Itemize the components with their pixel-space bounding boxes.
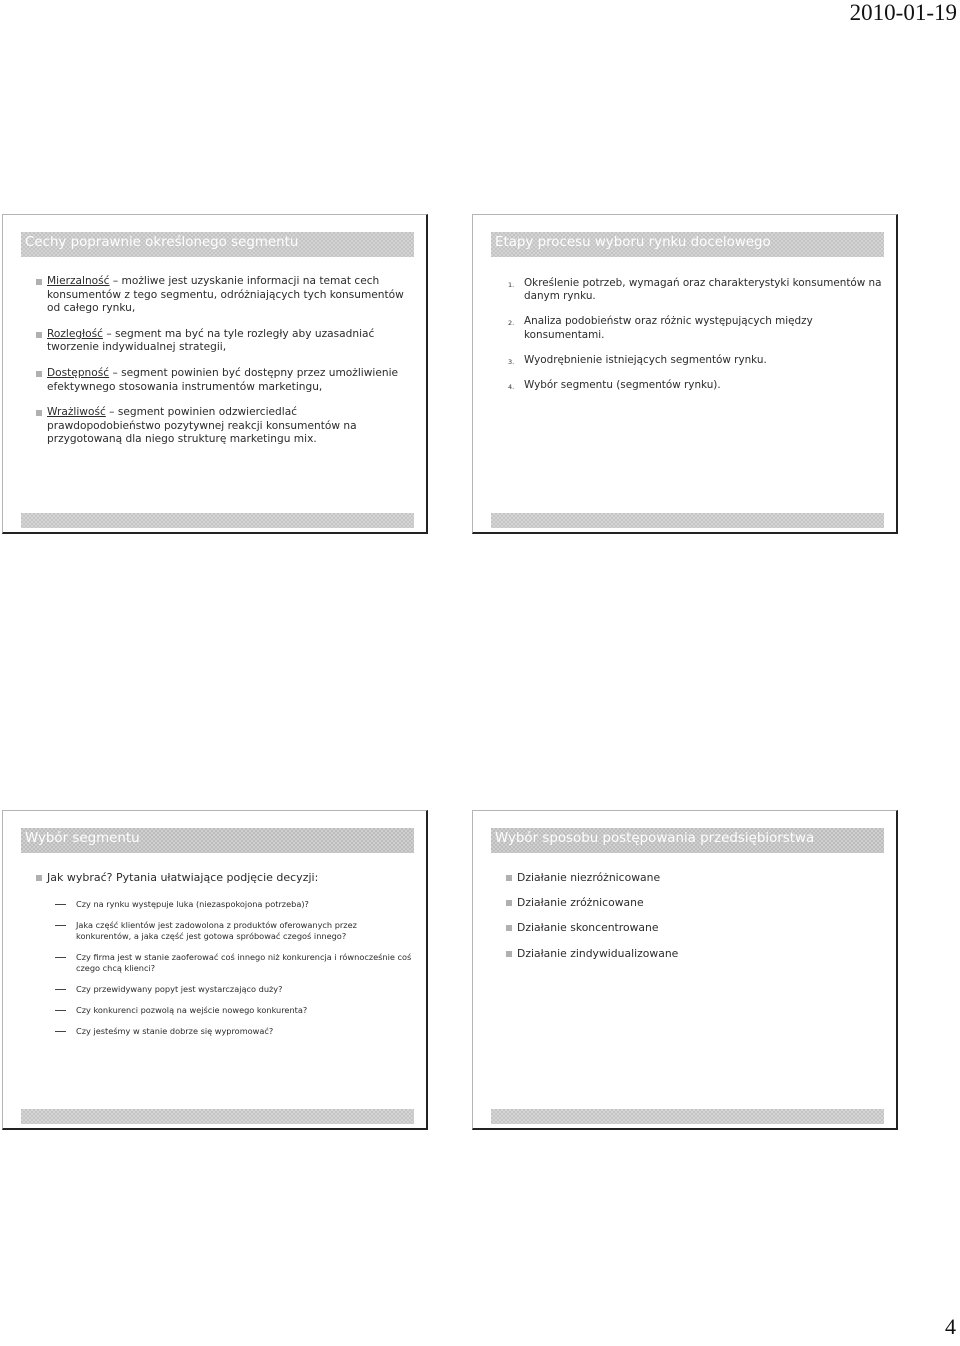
slide-title: Wybór segmentu [25,831,140,846]
dash-bullet-icon [55,1010,66,1011]
slide-4 [472,810,898,1130]
slide-3 [2,810,428,1130]
sub-item-text: Jaka część klientów jest zadowolona z produktów oferowanych przez konkurentów, a jaka część jest gotowa spróbować czegoś innego? [76,919,357,941]
dash-bullet-icon [55,989,66,990]
bullet-text: – segment ma być na tyle rozległy aby uzasadniać tworzenie indywidualnej strategii, [47,327,375,354]
slide-title-bar [21,232,414,257]
dash-bullet-icon [55,957,66,958]
square-bullet-icon [506,875,512,881]
sub-item-text: Czy firma jest w stanie zaoferować coś innego niż konkurencja i równocześnie coś czego chcą klienci? [76,951,412,973]
item-text: Wyodrębnienie istniejących segmentów rynku. [524,353,767,366]
sub-item [22,952,412,974]
numbered-item [492,277,882,303]
sub-item-text: Czy konkurenci pozwolą na wejście nowego konkurenta? [76,1004,308,1015]
bullet-text: – segment powinien odzwierciedlać prawdopodobieństwo pozytywnej reakcji konsumentów na przygotowaną dla niego strukturę marketingu mix. [47,406,357,446]
sub-item-text: Czy jesteśmy w stanie dobrze się wypromować? [76,1025,274,1036]
bullet-term: Rozległość [47,327,103,340]
sub-item [22,1005,412,1016]
item-text: Określenie potrzeb, wymagań oraz charakterystyki konsumentów na danym rynku. [524,277,882,303]
sub-item [22,984,412,995]
item-number: 2. [508,319,515,328]
bullet-item [22,406,412,447]
numbered-item [492,379,882,392]
bullet-item [492,871,882,885]
slide-title-bar [491,232,884,257]
bullet-text: Działanie zróżnicowane [517,896,644,910]
bullet-term: Wrażliwość [47,406,106,419]
slide-footer-bar [21,1109,414,1124]
sub-item [22,899,412,910]
bullet-item [492,921,882,935]
bullet-text: – segment powinien być dostępny przez umożliwienie efektywnego stosowania instrumentów marketingu, [47,366,399,393]
sub-item [22,1026,412,1037]
bullet-item [492,896,882,910]
bullet-text: Działanie zindywidualizowane [517,946,679,960]
item-text: Wybór segmentu (segmentów rynku). [524,379,721,392]
bullet-text: Działanie skoncentrowane [517,921,659,935]
square-bullet-icon [506,900,512,906]
slide-title: Cechy poprawnie określonego segmentu [25,235,299,250]
bullet-term: Dostępność [47,366,110,379]
dash-bullet-icon [55,925,66,926]
bullet-text: – możliwe jest uzyskanie informacji na temat cech konsumentów z tego segmentu, odróżniających tych konsumentów od całego rynku, [47,275,404,315]
bullet-item [22,328,412,355]
square-bullet-icon [36,875,42,881]
bullet-term: Mierzalność [47,275,110,287]
slide-title-bar [21,828,414,853]
dash-bullet-icon [55,1031,66,1032]
page-number: 4 [945,1314,956,1339]
square-bullet-icon [506,951,512,957]
sub-item-text: Czy na rynku występuje luka (niezaspokojona potrzeba)? [76,898,309,909]
item-text: Analiza podobieństw oraz różnic występujących między konsumentami. [524,315,813,341]
page-date: 2010-01-19 [849,0,957,25]
slide-content [22,275,412,459]
numbered-item [492,354,882,367]
item-number: 3. [508,357,515,366]
slide-content [22,871,412,1047]
slide-footer-bar [491,1109,884,1124]
slide-title: Etapy procesu wyboru rynku docelowego [495,235,771,250]
sub-item-text: Czy przewidywany popyt jest wystarczająco duży? [76,983,283,994]
bullet-item [492,947,882,961]
square-bullet-icon [36,410,42,416]
slide-content [492,277,882,404]
sub-item [22,920,412,942]
dash-bullet-icon [55,904,66,905]
slide-footer-bar [491,513,884,528]
square-bullet-icon [506,925,512,931]
bullet-text: Jak wybrać? Pytania ułatwiające podjęcie decyzji: [47,871,319,884]
slide-1 [2,214,428,534]
slide-title-bar [491,828,884,853]
bullet-item [22,871,412,885]
bullet-text: Działanie niezróżnicowane [517,871,661,884]
square-bullet-icon [36,332,42,338]
item-number: 4. [508,383,515,392]
slide-2 [472,214,898,534]
item-number: 1. [508,281,515,289]
square-bullet-icon [36,279,42,285]
slide-footer-bar [21,513,414,528]
bullet-item [22,367,412,394]
numbered-item [492,315,882,341]
slide-title: Wybór sposobu postępowania przedsiębiorstwa [495,831,815,846]
square-bullet-icon [36,371,42,377]
bullet-item [22,275,412,316]
slide-content [492,871,882,972]
